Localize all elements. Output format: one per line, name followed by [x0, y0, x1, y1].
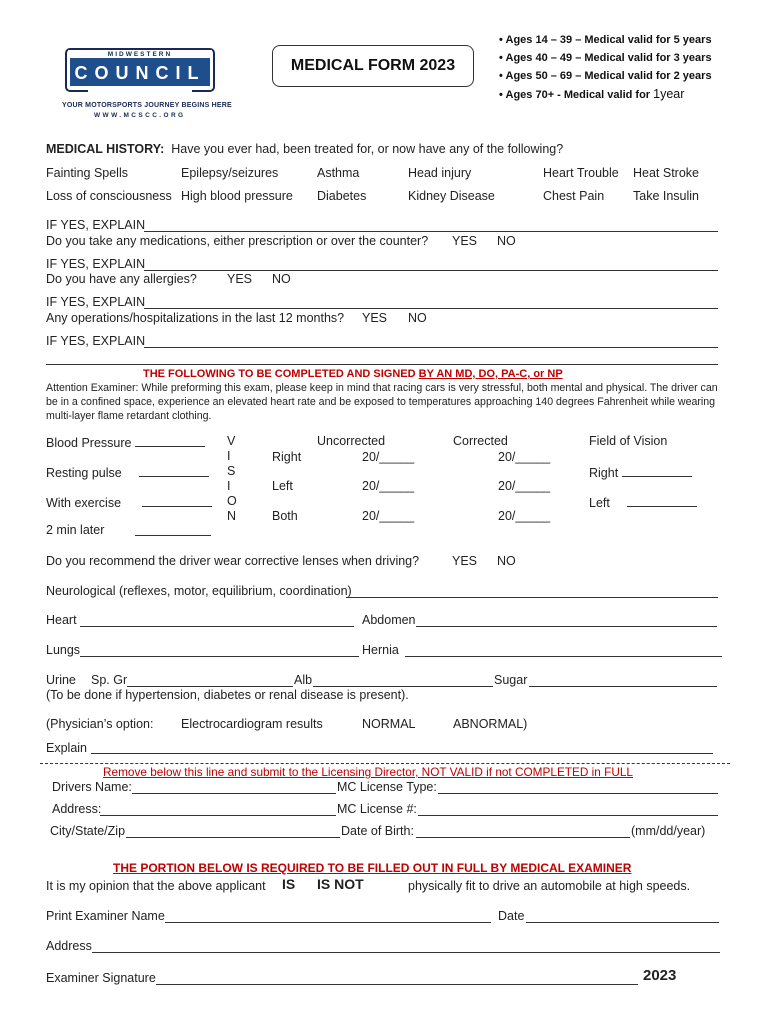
examiner-date-field[interactable]: [526, 922, 719, 923]
explain-line[interactable]: [91, 753, 713, 754]
condition-epilepsy: Epilepsy/seizures: [181, 166, 279, 180]
address-label: Address:: [52, 802, 102, 816]
neurological-label: Neurological (reflexes, motor, equilibrium, coordination): [46, 584, 352, 598]
medications-question: Do you take any medications, either prescription or over the counter?: [46, 234, 429, 248]
validity-list: [499, 31, 712, 104]
if-yes-label: IF YES, EXPLAIN: [46, 295, 146, 309]
eye-left: Left: [272, 479, 293, 493]
condition-asthma: Asthma: [317, 166, 360, 180]
neurological-line[interactable]: [346, 597, 718, 598]
dob-field[interactable]: [416, 837, 630, 838]
logo-website: WWW.MCSCC.ORG: [94, 112, 186, 119]
mc-license-type-field[interactable]: [438, 793, 718, 794]
sp-gr-label: Sp. Gr: [91, 673, 128, 687]
ecg-normal[interactable]: NORMAL: [362, 717, 416, 731]
opinion-text: It is my opinion that the above applicant: [46, 879, 266, 893]
drivers-name-label: Drivers Name:: [52, 780, 132, 794]
attention-examiner-note: Attention Examiner: While preforming this exam, please keep in mind that racing cars is very stressful, both mental and physical. The driver can be in a confined space, experience an elevated heart rate and be exposed to temperatures approaching 140 degrees Fahrenheit while wearing multi-layer flame retardant clothing.: [46, 382, 718, 422]
explain-label: Explain: [46, 741, 87, 755]
eye-both: Both: [272, 509, 298, 523]
condition-heat-stroke: Heat Stroke: [633, 166, 700, 180]
fov-left: Left: [589, 494, 697, 510]
hernia-label: Hernia: [362, 643, 399, 657]
print-examiner-name-field[interactable]: [165, 922, 491, 923]
condition-take-insulin: Take Insulin: [633, 189, 700, 203]
form-title: MEDICAL FORM 2023: [272, 45, 474, 87]
condition-head-injury: Head injury: [408, 166, 472, 180]
condition-loss-consciousness: Loss of consciousness: [46, 189, 172, 203]
mc-license-type-label: MC License Type:: [337, 780, 437, 794]
urine-note: (To be done if hypertension, diabetes or renal disease is present).: [46, 688, 409, 702]
address-field[interactable]: [100, 815, 336, 816]
two-min-later-label: 2 min later: [46, 523, 105, 537]
allergies-no[interactable]: NO: [272, 272, 291, 286]
lenses-question: Do you recommend the driver wear corrective lenses when driving?: [46, 554, 420, 568]
resting-pulse-label: Resting pulse: [46, 464, 209, 480]
md-section-heading: THE FOLLOWING TO BE COMPLETED AND SIGNED BY AN MD, DO, PA-C, or NP: [143, 368, 563, 380]
explain-line-conditions[interactable]: [144, 231, 718, 232]
uncorrected-left[interactable]: 20/_____: [362, 479, 415, 493]
examiner-address-field[interactable]: [92, 952, 720, 953]
allergies-question: Do you have any allergies?: [46, 272, 197, 286]
explain-line-allergies[interactable]: [144, 308, 718, 309]
if-yes-label: IF YES, EXPLAIN: [46, 257, 146, 271]
lungs-label: Lungs: [46, 643, 81, 657]
ecg-abnormal[interactable]: ABNORMAL): [453, 717, 528, 731]
operations-no[interactable]: NO: [408, 311, 427, 325]
council-logo: [64, 46, 216, 94]
svg-text:COUNCIL: COUNCIL: [74, 63, 206, 83]
sugar-label: Sugar: [494, 673, 528, 687]
medical-history-heading: MEDICAL HISTORY: Have you ever had, been treated for, or now have any of the following?: [46, 142, 564, 156]
examiner-signature-field[interactable]: [156, 984, 638, 985]
physician-option-label: (Physician’s option:: [46, 717, 154, 731]
alb-line[interactable]: [313, 686, 493, 687]
corrected-both[interactable]: 20/_____: [498, 509, 551, 523]
if-yes-label: IF YES, EXPLAIN: [46, 218, 146, 232]
lungs-line[interactable]: [80, 656, 359, 657]
eye-right: Right: [272, 450, 302, 464]
heart-label: Heart: [46, 613, 77, 627]
condition-fainting: Fainting Spells: [46, 166, 128, 180]
abdomen-line[interactable]: [416, 626, 717, 627]
lenses-yes[interactable]: YES: [452, 554, 478, 568]
cut-line: [40, 763, 730, 764]
validity-item: • Ages 70+ - Medical valid for 1year: [499, 87, 685, 101]
is-not-option[interactable]: IS NOT: [317, 876, 364, 892]
remove-notice: Remove below this line and submit to the Licensing Director, NOT VALID if not COMPLETED in FULL: [103, 765, 633, 779]
blood-pressure-label: Blood Pressure: [46, 434, 205, 450]
medications-no[interactable]: NO: [497, 234, 516, 248]
city-state-zip-field[interactable]: [126, 837, 340, 838]
dob-format: (mm/dd/year): [631, 824, 706, 838]
examiner-signature-label: Examiner Signature: [46, 971, 156, 985]
field-of-vision-header: Field of Vision: [589, 434, 668, 448]
two-min-later-field[interactable]: [135, 523, 211, 536]
condition-heart-trouble: Heart Trouble: [543, 166, 619, 180]
abdomen-label: Abdomen: [362, 613, 416, 627]
section-divider: [46, 364, 718, 365]
svg-text:MIDWESTERN: MIDWESTERN: [107, 51, 173, 58]
print-examiner-name-label: Print Examiner Name: [46, 909, 165, 923]
vision-vertical-label: V I S I O N: [227, 434, 237, 523]
uncorrected-right[interactable]: 20/_____: [362, 450, 415, 464]
dob-label: Date of Birth:: [341, 824, 414, 838]
alb-label: Alb: [294, 673, 313, 687]
condition-high-blood-pressure: High blood pressure: [181, 189, 293, 203]
ecg-label: Electrocardiogram results: [181, 717, 323, 731]
fov-right: Right: [589, 464, 692, 480]
hernia-line[interactable]: [405, 656, 722, 657]
with-exercise-label: With exercise: [46, 494, 212, 510]
operations-yes[interactable]: YES: [362, 311, 388, 325]
condition-chest-pain: Chest Pain: [543, 189, 605, 203]
form-year: 2023: [643, 967, 677, 984]
condition-diabetes: Diabetes: [317, 189, 367, 203]
uncorrected-both[interactable]: 20/_____: [362, 509, 415, 523]
if-yes-label: IF YES, EXPLAIN: [46, 334, 146, 348]
validity-item: • Ages 50 – 69 – Medical valid for 2 years: [499, 70, 712, 82]
is-option[interactable]: IS: [282, 876, 296, 892]
heart-line[interactable]: [80, 626, 354, 627]
explain-line-medications[interactable]: [144, 270, 718, 271]
sp-gr-line[interactable]: [127, 686, 293, 687]
mc-license-no-field[interactable]: [418, 815, 718, 816]
corrected-right[interactable]: 20/_____: [498, 450, 551, 464]
city-state-zip-label: City/State/Zip: [50, 824, 126, 838]
explain-line-operations[interactable]: [144, 347, 718, 348]
corrected-header: Corrected: [453, 434, 508, 448]
sugar-line[interactable]: [529, 686, 717, 687]
drivers-name-field[interactable]: [132, 793, 336, 794]
mc-license-no-label: MC License #:: [337, 802, 417, 816]
operations-question: Any operations/hospitalizations in the last 12 months?: [46, 311, 345, 325]
validity-item: • Ages 14 – 39 – Medical valid for 5 years: [499, 34, 712, 46]
fitness-text: physically fit to drive an automobile at high speeds.: [408, 879, 691, 893]
examiner-date-label: Date: [498, 909, 525, 923]
medications-yes[interactable]: YES: [452, 234, 478, 248]
uncorrected-header: Uncorrected: [317, 434, 386, 448]
examiner-address-label: Address: [46, 939, 92, 953]
validity-item: • Ages 40 – 49 – Medical valid for 3 years: [499, 52, 712, 64]
examiner-heading: THE PORTION BELOW IS REQUIRED TO BE FILLED OUT IN FULL BY MEDICAL EXAMINER: [113, 861, 632, 875]
lenses-no[interactable]: NO: [497, 554, 516, 568]
logo-tagline: YOUR MOTORSPORTS JOURNEY BEGINS HERE: [62, 102, 232, 109]
corrected-left[interactable]: 20/_____: [498, 479, 551, 493]
condition-kidney-disease: Kidney Disease: [408, 189, 495, 203]
allergies-yes[interactable]: YES: [227, 272, 253, 286]
urine-label: Urine: [46, 673, 76, 687]
